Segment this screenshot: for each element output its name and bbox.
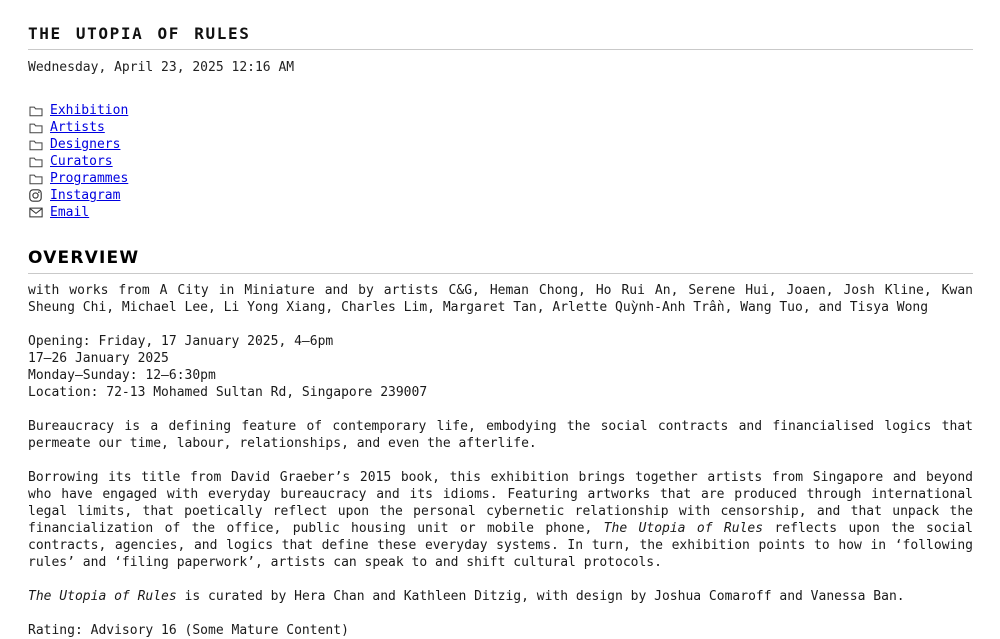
nav-item-artists: [28, 119, 973, 136]
nav-link-programmes[interactable]: Programmes: [50, 171, 129, 186]
nav-link-designers[interactable]: Designers: [50, 137, 121, 152]
folder-icon: [28, 171, 43, 186]
paragraph-borrowing: [28, 469, 973, 571]
nav-item-curators: [28, 153, 973, 170]
paragraph-borrowing-text: Borrowing its title from David Graeber’s 2015 book, this exhibition brings together artists from Singapore and beyond who have engaged with everyday bureaucracy and its idioms. Featuring artworks that are produced through international legal limits, that poetically reflect upon the personal cybernetic relationship with censorship, and that unpack the financialization of the office, public housing unit or mobile phone,: [28, 470, 973, 536]
paragraph-borrowing-text2: reflects upon the social contracts, agencies, and logics that define these everyday systems. In turn, the exhibition points to how in ‘following rules’ and ‘filing paperwork’, artists can speak to and shift cultural protocols.: [28, 521, 973, 570]
paragraph-curated-text: is curated by Hera Chan and Kathleen Ditzig, with design by Joshua Comaroff and Vanessa Ban.: [176, 589, 905, 604]
exhibition-title-italic: The Utopia of Rules: [603, 521, 764, 536]
folder-icon: [28, 137, 43, 152]
detail-dates: 17–26 January 2025: [28, 351, 169, 366]
detail-opening: Opening: Friday, 17 January 2025, 4–6pm: [28, 334, 334, 349]
nav-item-instagram: [28, 187, 973, 204]
divider: [28, 273, 973, 274]
rating-line: Rating: Advisory 16 (Some Mature Content): [28, 623, 349, 638]
page-header: [28, 24, 973, 75]
datetime: Wednesday, April 23, 2025 12:16 AM: [28, 60, 295, 75]
overview-body: [28, 282, 973, 639]
nav-item-exhibition: [28, 102, 973, 119]
nav-link-instagram[interactable]: Instagram: [50, 188, 121, 203]
nav-link-email[interactable]: Email: [50, 205, 90, 220]
nav-link-artists[interactable]: Artists: [50, 120, 105, 135]
nav-item-designers: [28, 136, 973, 153]
nav-item-programmes: [28, 170, 973, 187]
instagram-icon: [28, 188, 43, 203]
nav-link-exhibition[interactable]: Exhibition: [50, 103, 129, 118]
email-icon: [28, 205, 43, 220]
nav-item-email: [28, 204, 973, 221]
exhibition-title-italic: The Utopia of Rules: [28, 589, 177, 604]
nav-link-curators[interactable]: Curators: [50, 154, 113, 169]
artists-paragraph: with works from A City in Miniature and by artists C&G, Heman Chong, Ho Rui An, Serene Hui, Joaen, Josh Kline, Kwan Sheung Chi, Michael Lee, Li Yong Xiang, Charles Lim, Margaret Tan, Arlette Quỳnh-Anh Trần, Wang Tuo, and Tisya Wong: [28, 283, 973, 315]
divider: [28, 49, 973, 50]
paragraph-bureaucracy: Bureaucracy is a defining feature of contemporary life, embodying the social contracts and financialised logics that permeate our time, labour, relationships, and even the afterlife.: [28, 419, 973, 451]
overview-heading: OVERVIEW: [28, 248, 140, 268]
page-title: THE UTOPIA OF RULES: [28, 24, 251, 43]
detail-hours: Monday–Sunday: 12–6:30pm: [28, 368, 216, 383]
folder-icon: [28, 154, 43, 169]
site-nav: [28, 102, 973, 221]
folder-icon: [28, 103, 43, 118]
paragraph-curated: [28, 588, 973, 605]
event-details: [28, 333, 973, 401]
folder-icon: [28, 120, 43, 135]
overview-section: [28, 248, 973, 639]
detail-location: Location: 72-13 Mohamed Sultan Rd, Singapore 239007: [28, 385, 428, 400]
